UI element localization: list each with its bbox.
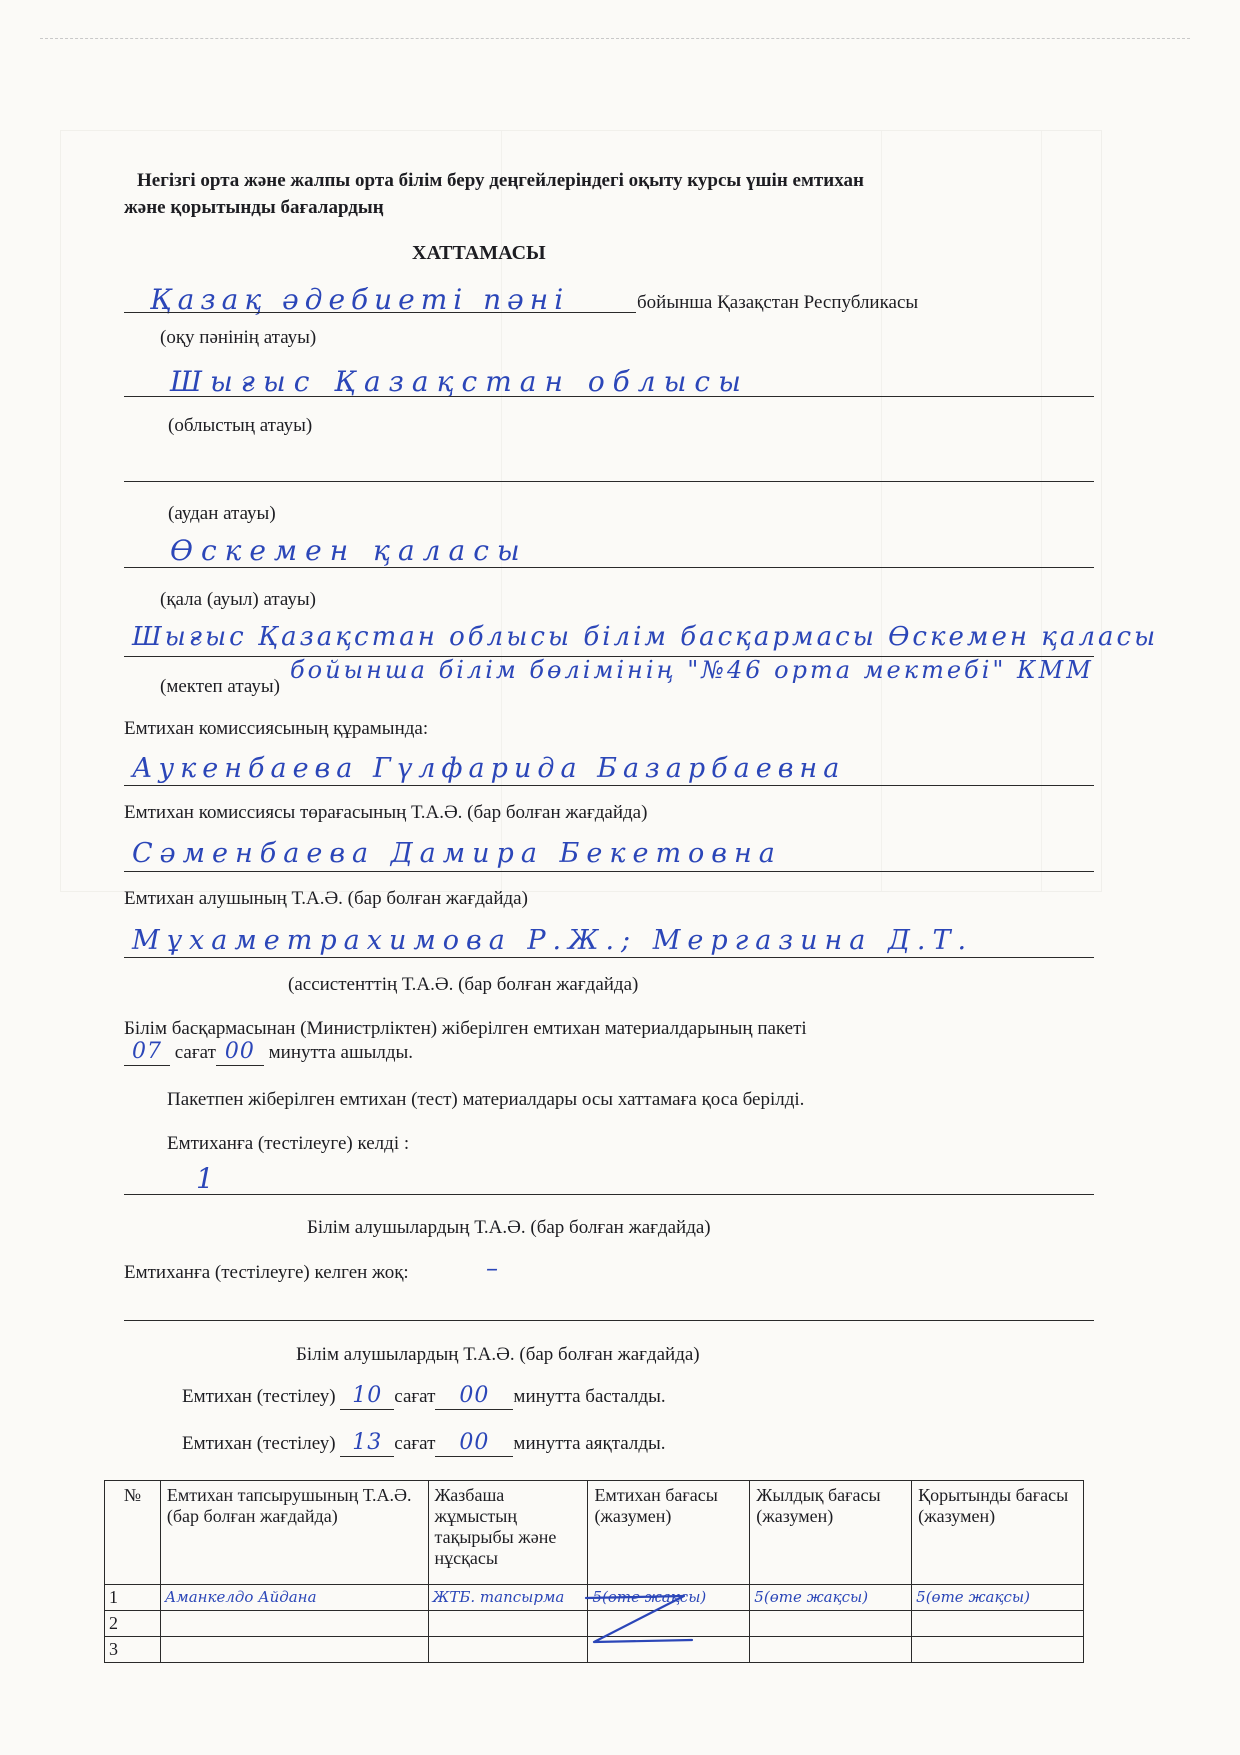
students-label-2: Білім алушылардың Т.А.Ә. (бар болған жағдайда) (296, 1344, 700, 1365)
row-annual-grade (750, 1637, 912, 1663)
absent-underline (124, 1320, 1094, 1321)
package-minutes: 00 (224, 1039, 255, 1064)
document-title: ХАТТАМАСЫ (412, 242, 546, 264)
row-topic (428, 1611, 588, 1637)
came-underline (124, 1194, 1094, 1195)
package-text: Білім басқармасынан (Министрліктен) жіберілген емтихан материалдарының пакеті (124, 1018, 807, 1039)
district-label: (аудан атауы) (168, 503, 276, 524)
row-name (160, 1637, 428, 1663)
end-time-row (182, 1431, 666, 1457)
students-label-1: Білім алушылардың Т.А.Ә. (бар болған жағдайда) (307, 1217, 711, 1238)
start-hours-label: сағат (394, 1386, 436, 1407)
start-hours: 10 (352, 1383, 383, 1408)
header-exam-grade: Емтихан бағасы (жазумен) (588, 1481, 750, 1585)
page-top-dashed-edge (40, 38, 1190, 39)
region-underline (124, 396, 1094, 397)
end-prefix: Емтихан (тестілеу) (182, 1433, 336, 1454)
row-final-grade (912, 1611, 1084, 1637)
start-time-row (182, 1384, 666, 1410)
subject-underline (124, 312, 636, 313)
title-line-2: және қорытынды бағалардың (124, 197, 384, 218)
end-minutes: 00 (459, 1430, 490, 1455)
absent-label: Емтиханға (тестілеуге) келген жоқ: (124, 1262, 409, 1283)
header-num: № (105, 1481, 161, 1585)
row-final-grade (912, 1637, 1084, 1663)
chair-label: Емтихан комиссиясы төрағасының Т.А.Ә. (бар болған жағдайда) (124, 802, 648, 823)
start-prefix: Емтихан (тестілеу) (182, 1386, 336, 1407)
row-exam-grade: 5(өте жақсы) (588, 1585, 750, 1611)
empty-rows-strike-mark (580, 1590, 700, 1650)
school-value-line-2: бойынша білім бөлімінің "№46 орта мектебі" КММ (290, 656, 1094, 684)
assistants-value: Мұхаметрахимова Р.Ж.; Мергазина Д.Т. (132, 925, 974, 956)
header-examinee-name: Емтихан тапсырушының Т.А.Ә. (бар болған жағдайда) (160, 1481, 428, 1585)
end-suffix: минутта аяқталды. (513, 1433, 666, 1454)
city-value: Өскемен қаласы (170, 534, 528, 567)
commission-intro: Емтихан комиссиясының құрамында: (124, 718, 429, 739)
subject-value: Қазақ әдебиеті пәні (150, 283, 570, 316)
end-hours-label: сағат (394, 1433, 436, 1454)
row-annual-grade (750, 1611, 912, 1637)
region-value: Шығыс Қазақстан облысы (170, 365, 749, 398)
subject-suffix: бойынша Қазақстан Республикасы (637, 292, 919, 313)
school-label: (мектеп атауы) (160, 676, 280, 697)
package-attached-text: Пакетпен жіберілген емтихан (тест) материалдары осы хаттамаға қоса берілді. (167, 1089, 805, 1110)
row-num: 2 (105, 1611, 161, 1637)
row-name (160, 1611, 428, 1637)
examiner-value: Сәменбаева Дамира Бекетовна (132, 838, 782, 869)
row-num: 1 (105, 1585, 161, 1611)
package-hours-label: сағат (174, 1042, 216, 1063)
assistants-label: (ассистенттің Т.А.Ә. (бар болған жағдайда) (288, 974, 639, 995)
header-final-grade: Қорытынды бағасы (жазумен) (912, 1481, 1084, 1585)
region-label: (облыстың атауы) (168, 415, 313, 436)
row-name: Аманкелдо Айдана (160, 1585, 428, 1611)
examiner-label: Емтихан алушының Т.А.Ә. (бар болған жағдайда) (124, 888, 528, 909)
package-time-row (124, 1040, 413, 1066)
assistants-underline (124, 957, 1094, 958)
package-minutes-label: минутта ашылды. (268, 1042, 414, 1063)
city-underline (124, 567, 1094, 568)
row-final-grade: 5(өте жақсы) (912, 1585, 1084, 1611)
title-line-1: Негізгі орта және жалпы орта білім беру деңгейлеріндегі оқыту курсы үшін емтихан (137, 170, 864, 191)
came-label: Емтиханға (тестілеуге) келді : (167, 1133, 410, 1154)
end-hours: 13 (352, 1430, 383, 1455)
city-label: (қала (ауыл) атауы) (160, 589, 316, 610)
subject-label: (оқу пәнінің атауы) (160, 327, 317, 348)
row-annual-grade: 5(өте жақсы) (750, 1585, 912, 1611)
row-topic: ЖТБ. тапсырма (428, 1585, 588, 1611)
table-header-row (105, 1481, 1084, 1585)
package-hours: 07 (132, 1039, 162, 1064)
chair-underline (124, 785, 1094, 786)
start-minutes: 00 (459, 1383, 490, 1408)
row-num: 3 (105, 1637, 161, 1663)
came-value: 1 (196, 1162, 216, 1195)
header-topic: Жазбаша жұмыстың тақырыбы және нұсқасы (428, 1481, 588, 1585)
row-topic (428, 1637, 588, 1663)
header-annual-grade: Жылдық бағасы (жазумен) (750, 1481, 912, 1585)
chair-value: Аукенбаева Гүлфарида Базарбаевна (132, 753, 846, 784)
examiner-underline (124, 871, 1094, 872)
district-underline (124, 481, 1094, 482)
absent-value: – (486, 1254, 500, 1282)
start-suffix: минутта басталды. (513, 1386, 666, 1407)
school-value-line-1: Шығыс Қазақстан облысы білім басқармасы Өскемен қаласы (132, 622, 1159, 652)
